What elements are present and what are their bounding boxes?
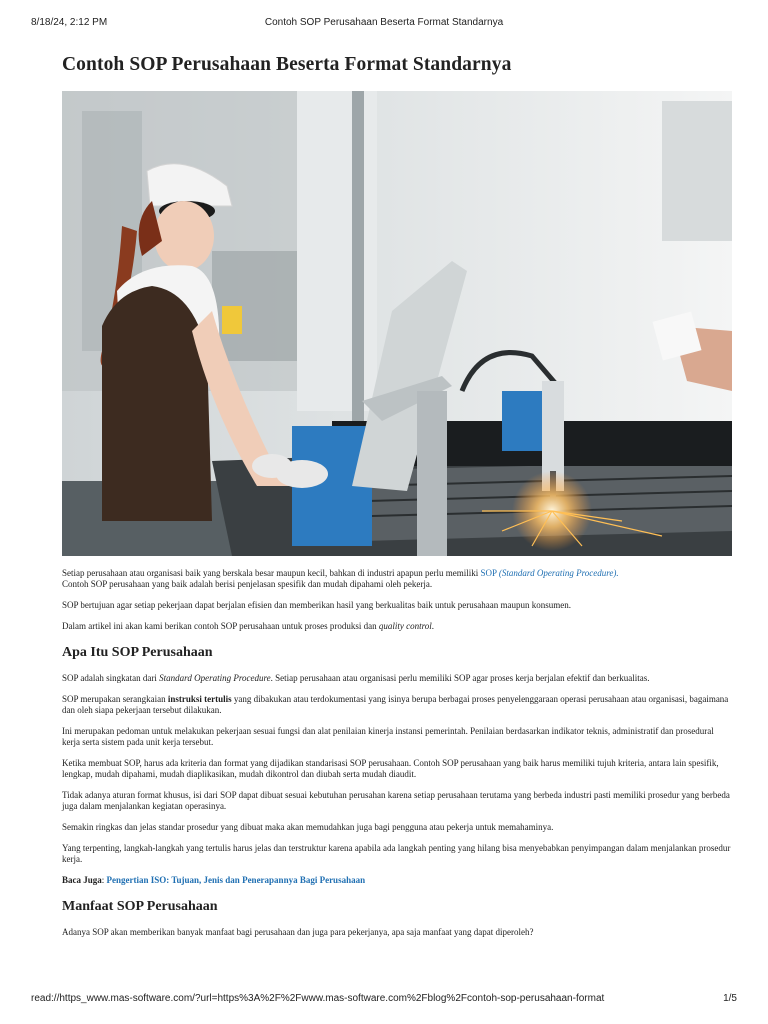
s1p2-tail: yang dibakukan atau terdokumentasi yang isinya berupa berbagai proses penyelenggaraan operasi perusahaan atau organisasi, bagaimana dan oleh siapa pekerjaan tersebut dilakukan.	[62, 694, 729, 715]
baca-juga	[62, 875, 732, 886]
section2-paragraph-1: Adanya SOP akan memberikan banyak manfaat bagi perusahaan dan juga para pekerjanya, apa saja manfaat yang dapat diperoleh?	[62, 927, 534, 937]
article-title: Contoh SOP Perusahaan Beserta Format Standarnya	[62, 54, 512, 75]
sop-link[interactable]	[480, 568, 618, 578]
baca-juga-link[interactable]: Pengertian ISO: Tujuan, Jenis dan Penerapannya Bagi Perusahaan	[106, 875, 366, 885]
article	[62, 52, 732, 948]
intro-p1-text: Setiap perusahaan atau organisasi baik yang berskala besar maupun kecil, bahkan di industri apapun perlu memiliki	[62, 568, 481, 578]
section-heading-manfaat-sop: Manfaat SOP Perusahaan	[62, 899, 218, 914]
section1-paragraph-5: Tidak adanya aturan format khusus, isi dari SOP dapat dibuat sesuai kebutuhan perusahan karena setiap perusahaan terutama yang berbeda industri pasti memiliki prosedur yang berbeda juga dalam menjalankan kegiatan operasinya.	[62, 790, 730, 811]
s1p1-text: SOP adalah singkatan dari	[62, 673, 160, 683]
sop-link-label: SOP	[480, 568, 497, 578]
intro-p1-tail: Contoh SOP perusahaan yang baik adalah berisi penjelasan spesifik dan mudah dipahami oleh pekerja.	[62, 579, 433, 589]
print-header	[31, 17, 737, 31]
s1p2-bold: instruksi tertulis	[167, 694, 232, 704]
section1-paragraph-6: Semakin ringkas dan jelas standar prosedur yang dibuat maka akan memudahkan juga bagi pengguna atau pekerja untuk memahaminya.	[62, 822, 554, 832]
s1p1-tail: . Setiap perusahaan atau organisasi perlu memiliki SOP agar proses kerja berjalan efektif dan berkualitas.	[270, 673, 650, 683]
section1-paragraph-1	[62, 673, 732, 684]
section1-paragraph-3: Ini merupakan pedoman untuk melakukan pekerjaan sesuai fungsi dan alat penilaian kinerja instansi pemerintah. Penilaian berdasarkan indikator teknis, administratif dan prosedural kerja serta sistem pada unit kerja tersebut.	[62, 726, 714, 747]
print-url: read://https_www.mas-software.com/?url=https%3A%2F%2Fwww.mas-software.com%2Fblog%2Fcontoh-sop-perusahaan-format	[31, 993, 605, 1004]
print-footer	[31, 993, 737, 1007]
hero-image	[62, 91, 732, 556]
s1p2-text: SOP merupakan serangkaian	[62, 694, 168, 704]
baca-juga-label: Baca Juga	[62, 875, 102, 885]
print-doc-title: Contoh SOP Perusahaan Beserta Format Standarnya	[264, 17, 504, 28]
intro-paragraph-3	[62, 621, 732, 632]
section1-paragraph-4: Ketika membuat SOP, harus ada kriteria dan format yang dijadikan standarisasi SOP perusahaan. Contoh SOP perusahaan yang baik harus memiliki tujuh kriteria, antara lain spesifik, lengkap, mudah dipahami, mudah diaplikasikan, mudah dikontrol dan diubah serta mudah diaudit.	[62, 758, 719, 779]
section1-paragraph-7: Yang terpenting, langkah-langkah yang tertulis harus jelas dan terstruktur karena apabila ada langkah penting yang hilang bisa menyebabkan penyimpangan dalam menjalankan prosedur kerja.	[62, 843, 731, 864]
print-datetime: 8/18/24, 2:12 PM	[31, 17, 108, 28]
section1-paragraph-2	[62, 694, 732, 716]
s1p1-term: Standard Operating Procedure	[159, 673, 271, 683]
section-heading-apa-itu-sop: Apa Itu SOP Perusahaan	[62, 645, 213, 660]
baca-juga-sep: :	[101, 875, 107, 885]
sop-link-expansion: (Standard Operating Procedure).	[498, 568, 619, 578]
intro-p3-tail: .	[431, 621, 435, 631]
quality-control-term: quality control	[378, 621, 432, 631]
intro-p3-text: Dalam artikel ini akan kami berikan contoh SOP perusahaan untuk proses produksi dan	[62, 621, 379, 631]
intro-paragraph-2: SOP bertujuan agar setiap pekerjaan dapat berjalan efisien dan memberikan hasil yang berkualitas baik untuk perusahaan maupun konsumen.	[62, 600, 572, 610]
intro-paragraph-1	[62, 568, 732, 590]
print-page-number: 1/5	[723, 993, 737, 1004]
